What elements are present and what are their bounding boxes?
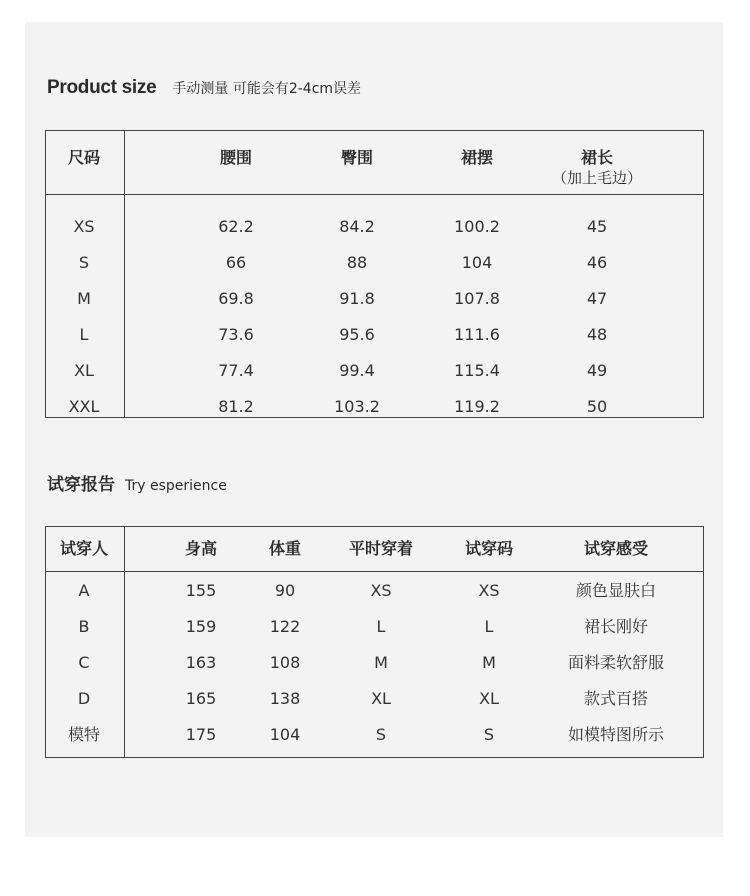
- cell-height: 155: [185, 581, 217, 600]
- cell-size: XL: [74, 361, 94, 380]
- header-length-label: 裙长: [580, 148, 614, 167]
- cell-length: 50: [586, 397, 608, 416]
- header-tester: 试穿人: [59, 539, 109, 558]
- cell-length: 48: [586, 325, 608, 344]
- cell-feedback: 面料柔软舒服: [567, 653, 665, 672]
- table-row: [46, 717, 703, 753]
- cell-feedback: 款式百搭: [583, 689, 649, 708]
- cell-height: 163: [185, 653, 217, 672]
- cell-usual-size: S: [375, 725, 387, 744]
- cell-hem: 100.2: [454, 217, 500, 236]
- cell-weight: 138: [269, 689, 301, 708]
- size-title: Product size: [47, 77, 157, 98]
- cell-hem: 119.2: [454, 397, 500, 416]
- table-row: [46, 609, 703, 645]
- cell-hip: 95.6: [339, 325, 375, 344]
- cell-feedback: 颜色显肤白: [575, 581, 657, 600]
- header-height: 身高: [184, 539, 218, 558]
- cell-height: 159: [185, 617, 217, 636]
- cell-trial-size: M: [482, 653, 496, 672]
- cell-tester: A: [78, 581, 90, 600]
- header-divider: [46, 194, 703, 195]
- cell-length: 45: [586, 217, 608, 236]
- cell-trial-size: S: [483, 725, 495, 744]
- trial-table: [45, 526, 704, 758]
- cell-waist: 62.2: [218, 217, 254, 236]
- content-panel: [25, 22, 723, 837]
- trial-subtitle: Try esperience: [125, 478, 227, 494]
- cell-hem: 107.8: [454, 289, 500, 308]
- table-row: [46, 317, 703, 353]
- cell-waist: 69.8: [218, 289, 254, 308]
- cell-usual-size: XS: [370, 581, 392, 600]
- cell-trial-size: L: [484, 617, 494, 636]
- cell-waist: 66: [225, 253, 247, 272]
- header-feedback: 试穿感受: [583, 539, 649, 558]
- cell-height: 175: [185, 725, 217, 744]
- cell-size: M: [77, 289, 91, 308]
- cell-size: XS: [73, 217, 95, 236]
- cell-waist: 81.2: [218, 397, 254, 416]
- cell-usual-size: L: [376, 617, 386, 636]
- cell-length: 49: [586, 361, 608, 380]
- table-row: [46, 573, 703, 609]
- cell-tester: 模特: [67, 725, 101, 744]
- cell-hip: 88: [346, 253, 368, 272]
- cell-height: 165: [185, 689, 217, 708]
- table-row: [46, 681, 703, 717]
- cell-hip: 103.2: [334, 397, 380, 416]
- trial-heading: [47, 470, 227, 495]
- table-row: [46, 389, 703, 425]
- cell-hem: 111.6: [454, 325, 500, 344]
- cell-waist: 73.6: [218, 325, 254, 344]
- table-header: [46, 527, 703, 571]
- header-hem: 裙摆: [460, 148, 494, 167]
- cell-tester: B: [78, 617, 90, 636]
- cell-hip: 91.8: [339, 289, 375, 308]
- cell-feedback: 如模特图所示: [567, 725, 665, 744]
- header-hip: 臀围: [340, 148, 374, 167]
- cell-usual-size: XL: [371, 689, 391, 708]
- size-note: 手动测量 可能会有2-4cm误差: [172, 81, 362, 97]
- header-usual-size: 平时穿着: [348, 539, 414, 558]
- table-row: [46, 245, 703, 281]
- cell-tester: D: [77, 689, 91, 708]
- trial-title: 试穿报告: [47, 475, 115, 494]
- size-heading: [47, 77, 361, 99]
- header-length: [552, 148, 642, 188]
- cell-weight: 122: [269, 617, 301, 636]
- cell-size: XXL: [68, 397, 100, 416]
- cell-length: 47: [586, 289, 608, 308]
- header-size: 尺码: [67, 148, 101, 167]
- cell-weight: 108: [269, 653, 301, 672]
- cell-size: L: [79, 325, 89, 344]
- cell-feedback: 裙长刚好: [583, 617, 649, 636]
- cell-size: S: [78, 253, 90, 272]
- cell-hip: 99.4: [339, 361, 375, 380]
- table-row: [46, 645, 703, 681]
- header-trial-size: 试穿码: [464, 539, 514, 558]
- table-row: [46, 209, 703, 245]
- header-waist: 腰围: [219, 148, 253, 167]
- cell-usual-size: M: [374, 653, 388, 672]
- header-length-note: （加上毛边）: [551, 169, 643, 187]
- size-table: [45, 130, 704, 418]
- table-header: [46, 131, 703, 194]
- cell-hip: 84.2: [339, 217, 375, 236]
- table-row: [46, 353, 703, 389]
- cell-weight: 104: [269, 725, 301, 744]
- cell-hem: 104: [461, 253, 493, 272]
- table-row: [46, 281, 703, 317]
- cell-waist: 77.4: [218, 361, 254, 380]
- header-divider: [46, 571, 703, 572]
- cell-weight: 90: [274, 581, 296, 600]
- cell-trial-size: XS: [478, 581, 500, 600]
- cell-tester: C: [78, 653, 90, 672]
- cell-length: 46: [586, 253, 608, 272]
- header-weight: 体重: [268, 539, 302, 558]
- cell-hem: 115.4: [454, 361, 500, 380]
- cell-trial-size: XL: [479, 689, 499, 708]
